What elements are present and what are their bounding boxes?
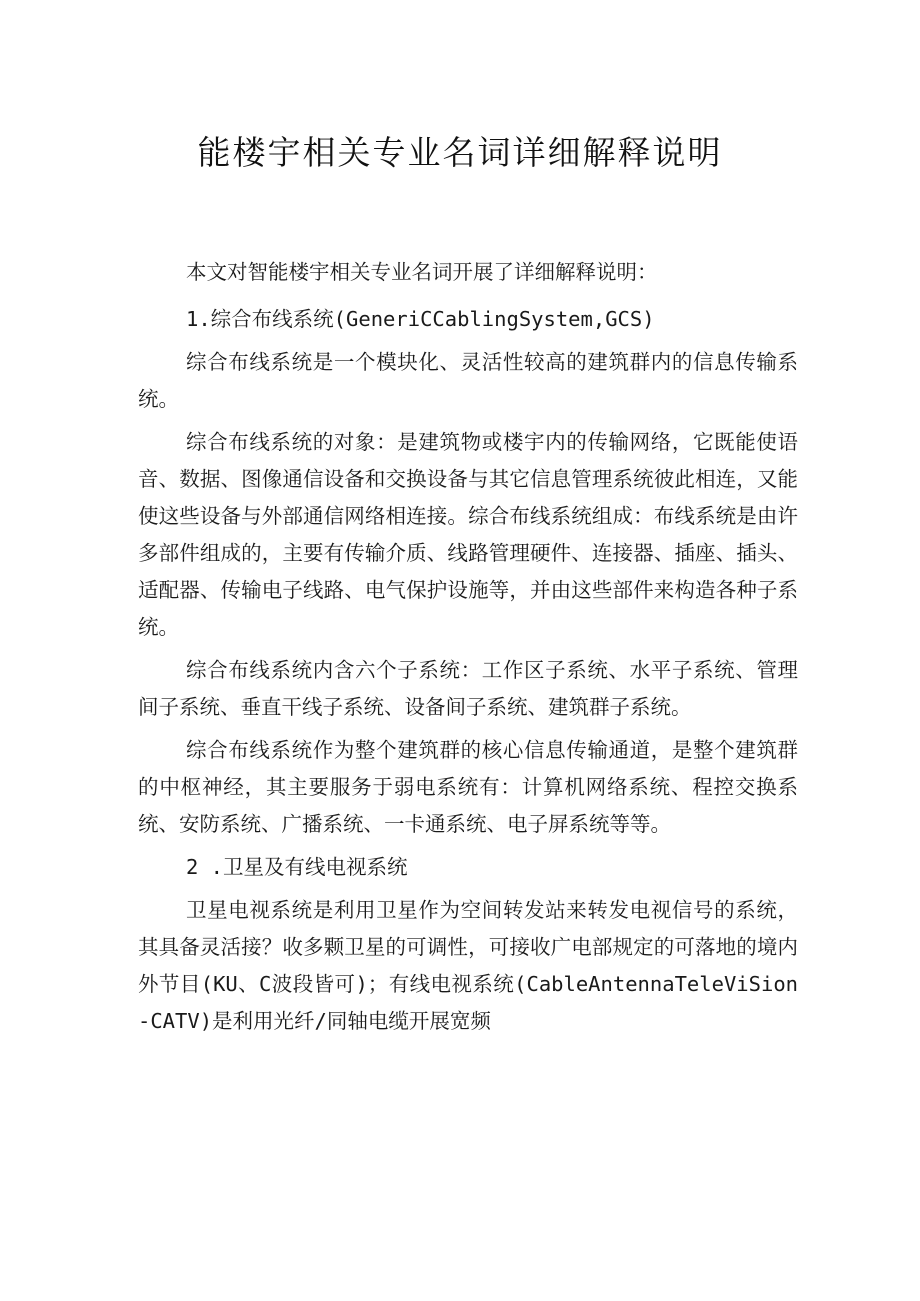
body-paragraph: 卫星电视系统是利用卫星作为空间转发站来转发电视信号的系统，其具备灵活接？收多颗卫星的可调性，可接收广电部规定的可落地的境内外节目(KU、C波段皆可)；有线电视系统(CableAntennaTeleViSion-CATV)是利用光纤/同轴电缆开展宽频 [138,898,798,1033]
body-paragraph: 综合布线系统内含六个子系统：工作区子系统、水平子系统、管理间子系统、垂直干线子系统、设备间子系统、建筑群子系统。 [138,658,798,719]
section-heading-satellite-tv: 2 .卫星及有线电视系统 [186,855,408,879]
body-paragraph: 综合布线系统作为整个建筑群的核心信息传输通道，是整个建筑群的中枢神经，其主要服务于弱电系统有：计算机网络系统、程控交换系统、安防系统、广播系统、一卡通系统、电子屏系统等等。 [138,738,798,836]
body-paragraph: 综合布线系统是一个模块化、灵活性较高的建筑群内的信息传输系统。 [138,350,798,411]
document-body [138,254,798,1046]
page-title: 能楼宇相关专业名词详细解释说明 [197,133,723,172]
section-heading-gcs: 1.综合布线系统(GeneriCCablingSystem,GCS) [186,307,655,331]
intro-paragraph: 本文对智能楼宇相关专业名词开展了详细解释说明： [186,260,658,284]
body-paragraph: 综合布线系统的对象：是建筑物或楼宇内的传输网络，它既能使语音、数据、图像通信设备和交换设备与其它信息管理系统彼此相连，又能使这些设备与外部通信网络相连接。综合布线系统组成：布线系统是由许多部件组成的，主要有传输介质、线路管理硬件、连接器、插座、插头、适配器、传输电子线路、电气保护设施等，并由这些部件来构造各种子系统。 [138,430,798,639]
